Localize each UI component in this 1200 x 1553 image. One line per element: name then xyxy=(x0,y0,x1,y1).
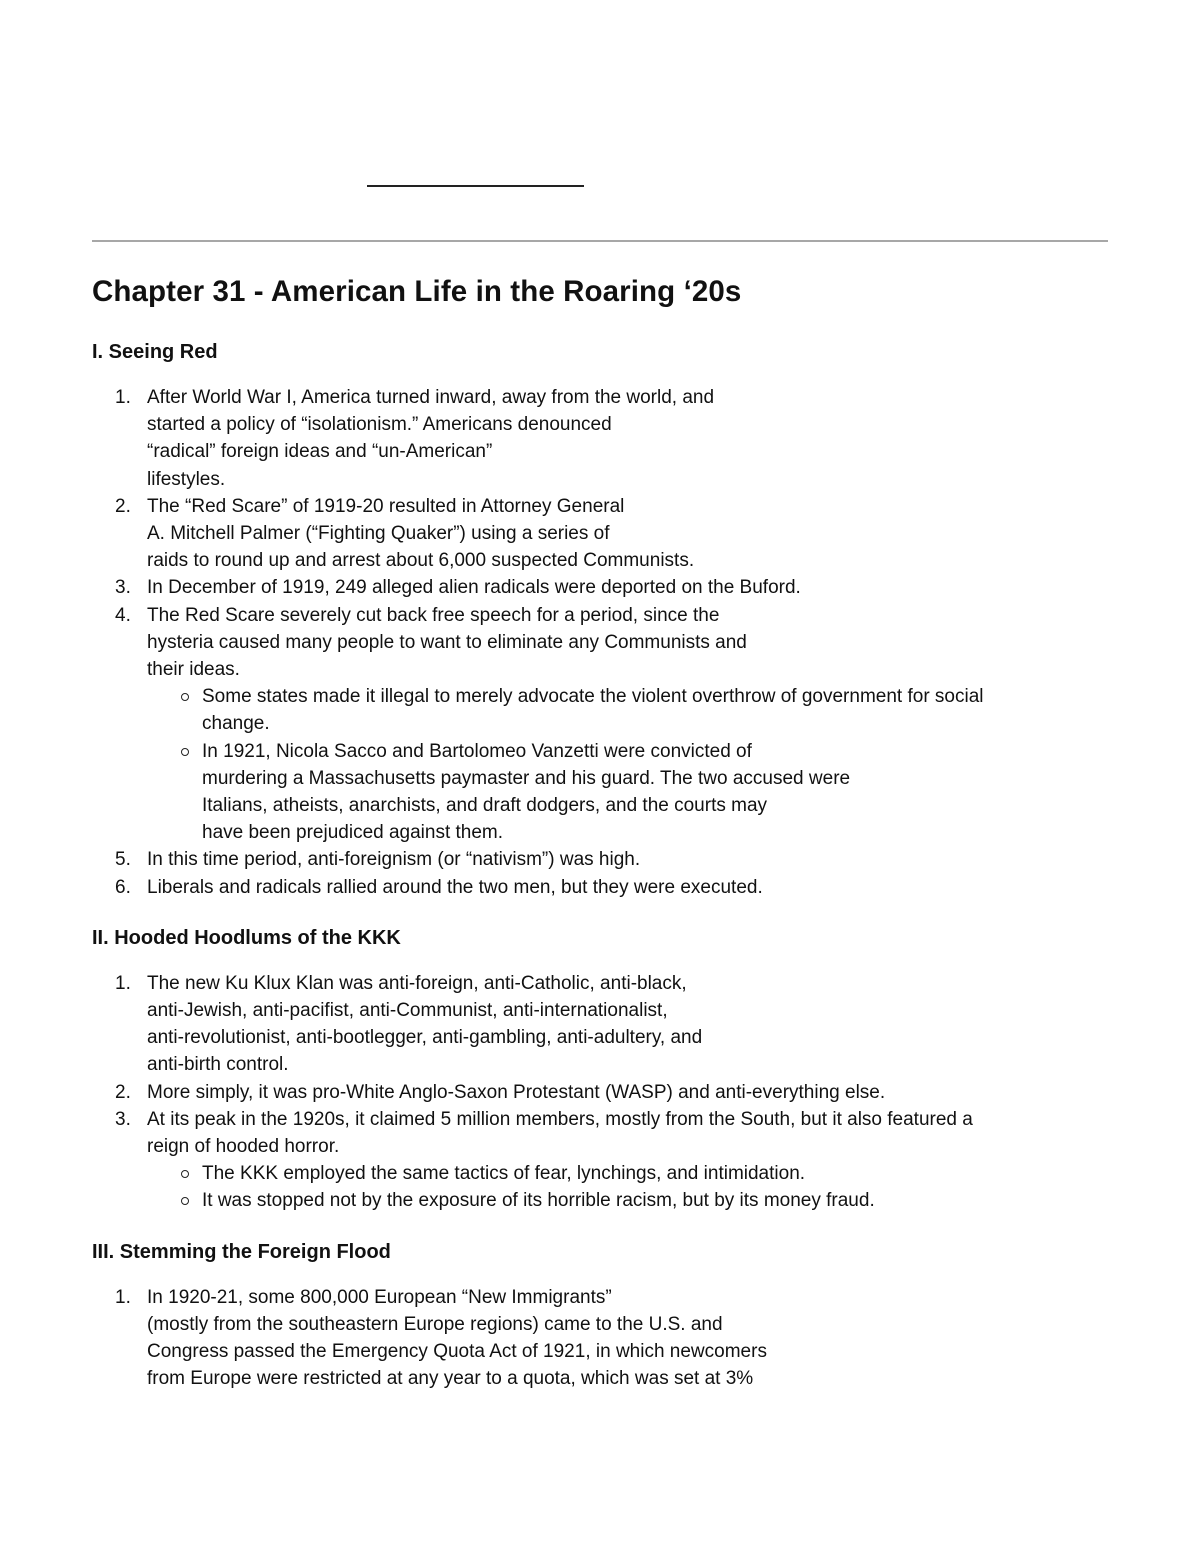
list-item-text-line: hysteria caused many people to want to eliminate any Communists and xyxy=(147,631,747,653)
list-item xyxy=(92,384,1108,493)
list-item xyxy=(92,1079,1108,1106)
sublist-item-text-line: The KKK employed the same tactics of fear, lynchings, and intimidation. xyxy=(202,1163,806,1185)
list-item-text-line: “radical” foreign ideas and “un-American” xyxy=(147,441,493,463)
section-1 xyxy=(92,338,1108,901)
list-item xyxy=(92,1106,1108,1215)
list-item-text-line: In 1920-21, some 800,000 European “New Immigrants” xyxy=(147,1286,612,1308)
section-heading: I. Seeing Red xyxy=(92,341,218,363)
list-item xyxy=(92,970,1108,1079)
list-item-text-line: Congress passed the Emergency Quota Act of 1921, in which newcomers xyxy=(147,1341,767,1363)
list-item-text-line: anti-birth control. xyxy=(147,1054,289,1076)
list-item-text-line: More simply, it was pro-White Anglo-Saxon Protestant (WASP) and anti-everything else. xyxy=(147,1081,886,1103)
list-item-text-line: After World War I, America turned inward, away from the world, and xyxy=(147,387,715,408)
list-item-text-line: The Red Scare severely cut back free speech for a period, since the xyxy=(147,604,720,626)
document-body xyxy=(92,270,1108,1393)
list-item xyxy=(92,493,1108,575)
list-item-text-line: The new Ku Klux Klan was anti-foreign, anti-Catholic, anti-black, xyxy=(147,972,687,994)
sublist-item xyxy=(147,738,1108,847)
list-item-text-line: raids to round up and arrest about 6,000 suspected Communists. xyxy=(147,550,695,572)
list-item-text-line: anti-Jewish, anti-pacifist, anti-Communist, anti-internationalist, xyxy=(147,1000,668,1022)
list-item xyxy=(92,602,1108,847)
bullet-sublist xyxy=(147,683,1108,846)
sublist-item-text-line: murdering a Massachusetts paymaster and his guard. The two accused were xyxy=(202,767,851,789)
numbered-list xyxy=(92,970,1108,1215)
list-item-number: 3. xyxy=(115,1108,131,1130)
hollow-bullet-icon xyxy=(181,1197,189,1205)
sublist-item xyxy=(147,1187,1108,1214)
sections-container xyxy=(92,338,1108,1393)
hollow-bullet-icon xyxy=(181,1170,189,1178)
list-item-text-line: (mostly from the southeastern Europe regions) came to the U.S. and xyxy=(147,1313,723,1335)
header-divider xyxy=(92,240,1108,242)
list-item-number: 1. xyxy=(115,387,131,408)
list-item-text-line: lifestyles. xyxy=(147,468,226,490)
hollow-bullet-icon xyxy=(181,748,189,756)
list-item-text-line: Liberals and radicals rallied around the two men, but they were executed. xyxy=(147,876,763,898)
chapter-title: Chapter 31 - American Life in the Roaring ‘20s xyxy=(92,275,742,308)
sublist-item-text-line: In 1921, Nicola Sacco and Bartolomeo Vanzetti were convicted of xyxy=(202,740,752,762)
list-item xyxy=(92,1284,1108,1393)
list-item-text-line: A. Mitchell Palmer (“Fighting Quaker”) using a series of xyxy=(147,523,610,545)
list-item-text-line: their ideas. xyxy=(147,659,240,681)
sublist-item xyxy=(147,683,1108,737)
section-2 xyxy=(92,924,1108,1215)
numbered-list xyxy=(92,1284,1108,1393)
list-item xyxy=(92,574,1108,601)
list-item xyxy=(92,874,1108,901)
list-item-text-line: In this time period, anti-foreignism (or “nativism”) was high. xyxy=(147,849,641,871)
list-item-number: 5. xyxy=(115,849,131,871)
sublist-item-text-line: It was stopped not by the exposure of its horrible racism, but by its money fraud. xyxy=(202,1190,875,1212)
list-item-number: 6. xyxy=(115,876,131,898)
hollow-bullet-icon xyxy=(181,693,189,701)
sublist-item xyxy=(147,1160,1108,1187)
list-item-number: 1. xyxy=(115,972,131,994)
list-item xyxy=(92,846,1108,873)
list-item-number: 4. xyxy=(115,604,131,626)
list-item-number: 2. xyxy=(115,1081,131,1103)
name-blank-line xyxy=(367,185,584,187)
list-item-number: 1. xyxy=(115,1286,131,1308)
sublist-item-text-line: Italians, atheists, anarchists, and draft dodgers, and the courts may xyxy=(202,795,768,817)
list-item-text-line: anti-revolutionist, anti-bootlegger, anti-gambling, anti-adultery, and xyxy=(147,1027,703,1049)
list-item-text-line: The “Red Scare” of 1919-20 resulted in Attorney General xyxy=(147,495,625,517)
bullet-sublist xyxy=(147,1160,1108,1214)
section-heading: III. Stemming the Foreign Flood xyxy=(92,1240,391,1263)
section-heading: II. Hooded Hoodlums of the KKK xyxy=(92,926,401,949)
sublist-item-text-line: have been prejudiced against them. xyxy=(202,822,504,844)
section-3 xyxy=(92,1238,1108,1393)
list-item-text-line: In December of 1919, 249 alleged alien radicals were deported on the Buford. xyxy=(147,577,801,599)
list-item-text-line: reign of hooded horror. xyxy=(147,1136,340,1158)
list-item-text-line: from Europe were restricted at any year to a quota, which was set at 3% xyxy=(147,1368,754,1390)
list-item-number: 3. xyxy=(115,577,131,599)
list-item-text-line: At its peak in the 1920s, it claimed 5 million members, mostly from the South, but it also featured a xyxy=(147,1108,973,1130)
list-item-text-line: started a policy of “isolationism.” Americans denounced xyxy=(147,414,612,436)
sublist-item-text-line: change. xyxy=(202,713,270,735)
numbered-list xyxy=(92,384,1108,901)
list-item-number: 2. xyxy=(115,495,131,517)
sublist-item-text-line: Some states made it illegal to merely advocate the violent overthrow of government for social xyxy=(202,686,984,708)
